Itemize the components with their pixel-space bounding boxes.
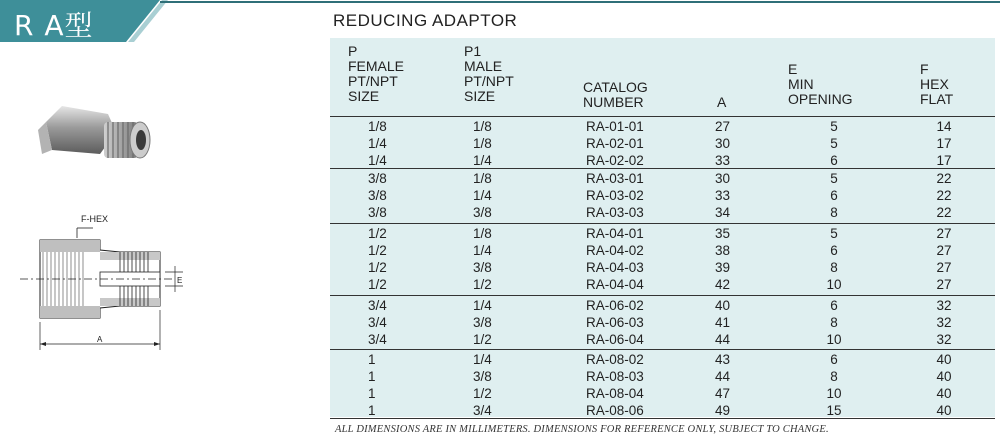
cell-a: 39 (715, 260, 731, 275)
cell-p1-size: 1/8 (473, 171, 492, 186)
cell-e-min-opening: 6 (830, 188, 838, 203)
cell-catalog-number: RA-04-04 (586, 277, 644, 292)
cell-p-size: 1/8 (368, 119, 387, 134)
table-row (330, 135, 995, 152)
group-divider (330, 349, 995, 350)
cell-p1-size: 3/8 (473, 260, 492, 275)
table-row (330, 276, 995, 293)
cell-p-size: 3/4 (368, 298, 387, 313)
table-row (330, 170, 995, 187)
cell-catalog-number: RA-06-04 (586, 332, 644, 347)
cell-e-min-opening: 5 (830, 136, 838, 151)
cell-e-min-opening: 15 (826, 403, 842, 418)
cell-p1-size: 1/4 (473, 298, 492, 313)
cell-p1-size: 1/8 (473, 119, 492, 134)
cell-catalog-number: RA-04-02 (586, 243, 644, 258)
footnote: ALL DIMENSIONS ARE IN MILLIMETERS. DIMENSIONS FOR REFERENCE ONLY, SUBJECT TO CHANGE. (335, 424, 829, 435)
cell-e-min-opening: 6 (830, 298, 838, 313)
header-p1: P1 MALE PT/NPT SIZE (464, 43, 514, 104)
cell-p-size: 1 (368, 352, 376, 367)
cell-e-min-opening: 8 (830, 260, 838, 275)
cell-p-size: 3/8 (368, 205, 387, 220)
cell-p-size: 1/2 (368, 226, 387, 241)
cell-a: 44 (715, 369, 731, 384)
table-row (330, 351, 995, 368)
adaptor-drawing (15, 210, 220, 360)
header-divider (330, 116, 995, 117)
cell-e-min-opening: 5 (830, 171, 838, 186)
table-row (330, 297, 995, 314)
cell-a: 33 (715, 153, 731, 168)
cell-p1-size: 1/8 (473, 136, 492, 151)
a-label: A (97, 335, 103, 344)
cell-p-size: 3/4 (368, 315, 387, 330)
cell-e-min-opening: 5 (830, 226, 838, 241)
series-title: R A型 (14, 9, 94, 42)
table-row (330, 259, 995, 276)
table-row (330, 402, 995, 419)
cell-a: 33 (715, 188, 731, 203)
table-row (330, 187, 995, 204)
cell-a: 44 (715, 332, 731, 347)
table-row (330, 225, 995, 242)
cell-a: 34 (715, 205, 731, 220)
cell-p1-size: 3/8 (473, 205, 492, 220)
cell-p-size: 1 (368, 386, 376, 401)
header-e: E MIN OPENING (788, 61, 853, 107)
cell-catalog-number: RA-04-03 (586, 260, 644, 275)
adaptor-photo (38, 92, 158, 184)
cell-a: 47 (715, 386, 731, 401)
cell-f-hex-flat: 22 (936, 171, 952, 186)
cell-p-size: 1/2 (368, 260, 387, 275)
cell-p1-size: 1/4 (473, 188, 492, 203)
cell-f-hex-flat: 32 (936, 315, 952, 330)
series-banner (0, 0, 168, 42)
cell-p-size: 1 (368, 369, 376, 384)
cell-catalog-number: RA-03-01 (586, 171, 644, 186)
cell-f-hex-flat: 32 (936, 298, 952, 313)
cell-f-hex-flat: 40 (936, 403, 952, 418)
table-title: REDUCING ADAPTOR (333, 11, 518, 30)
cell-catalog-number: RA-04-01 (586, 226, 644, 241)
cell-f-hex-flat: 27 (936, 260, 952, 275)
cell-catalog-number: RA-01-01 (586, 119, 644, 134)
cell-e-min-opening: 8 (830, 315, 838, 330)
cell-p1-size: 1/4 (473, 352, 492, 367)
cell-f-hex-flat: 40 (936, 352, 952, 367)
cell-p1-size: 1/4 (473, 243, 492, 258)
cell-catalog-number: RA-06-03 (586, 315, 644, 330)
cell-catalog-number: RA-02-02 (586, 153, 644, 168)
cell-p-size: 1/4 (368, 136, 387, 151)
cell-e-min-opening: 10 (826, 332, 842, 347)
cell-p1-size: 1/2 (473, 386, 492, 401)
cell-e-min-opening: 8 (830, 205, 838, 220)
cell-f-hex-flat: 40 (936, 386, 952, 401)
cell-a: 35 (715, 226, 731, 241)
cell-f-hex-flat: 17 (936, 136, 952, 151)
header-f: F HEX FLAT (920, 61, 954, 107)
cell-a: 27 (715, 119, 731, 134)
table-row (330, 118, 995, 135)
cell-f-hex-flat: 27 (936, 243, 952, 258)
cell-a: 30 (715, 171, 731, 186)
cell-e-min-opening: 10 (826, 386, 842, 401)
table-row (330, 331, 995, 348)
table-row (330, 204, 995, 221)
cell-p1-size: 3/4 (473, 403, 492, 418)
header-rule (160, 1, 1000, 3)
cell-e-min-opening: 8 (830, 369, 838, 384)
cell-p-size: 1/2 (368, 277, 387, 292)
cell-a: 40 (715, 298, 731, 313)
cell-p-size: 1/4 (368, 153, 387, 168)
cell-f-hex-flat: 40 (936, 369, 952, 384)
cell-p1-size: 1/8 (473, 226, 492, 241)
cell-f-hex-flat: 32 (936, 332, 952, 347)
cell-catalog-number: RA-03-02 (586, 188, 644, 203)
cell-e-min-opening: 10 (826, 277, 842, 292)
cell-catalog-number: RA-08-02 (586, 352, 644, 367)
cell-catalog-number: RA-08-03 (586, 369, 644, 384)
cell-f-hex-flat: 22 (936, 188, 952, 203)
cell-p-size: 1 (368, 403, 376, 418)
cell-f-hex-flat: 27 (936, 226, 952, 241)
cell-a: 49 (715, 403, 731, 418)
group-divider (330, 223, 995, 224)
cell-a: 30 (715, 136, 731, 151)
cell-e-min-opening: 5 (830, 119, 838, 134)
table-row (330, 368, 995, 385)
cell-f-hex-flat: 17 (936, 153, 952, 168)
cell-p1-size: 1/2 (473, 277, 492, 292)
cell-a: 41 (715, 315, 731, 330)
table-row (330, 385, 995, 402)
cell-a: 43 (715, 352, 731, 367)
cell-catalog-number: RA-02-01 (586, 136, 644, 151)
header-catalog: CATALOG NUMBER (583, 79, 648, 110)
cell-f-hex-flat: 14 (936, 119, 952, 134)
cell-catalog-number: RA-03-03 (586, 205, 644, 220)
cell-f-hex-flat: 22 (936, 205, 952, 220)
cell-e-min-opening: 6 (830, 243, 838, 258)
cell-e-min-opening: 6 (830, 153, 838, 168)
cell-e-min-opening: 6 (830, 352, 838, 367)
table-row (330, 242, 995, 259)
cell-catalog-number: RA-08-04 (586, 386, 644, 401)
group-divider (330, 295, 995, 296)
cell-p-size: 3/4 (368, 332, 387, 347)
cell-p-size: 3/8 (368, 188, 387, 203)
cell-p1-size: 3/8 (473, 315, 492, 330)
cell-p1-size: 1/4 (473, 153, 492, 168)
hex-label: F-HEX (81, 214, 108, 224)
cell-a: 38 (715, 243, 731, 258)
cell-p1-size: 3/8 (473, 369, 492, 384)
header-p: P FEMALE PT/NPT SIZE (348, 43, 405, 104)
cell-catalog-number: RA-06-02 (586, 298, 644, 313)
e-label: E (177, 276, 183, 285)
cell-p-size: 3/8 (368, 171, 387, 186)
cell-p-size: 1/2 (368, 243, 387, 258)
table-row (330, 152, 995, 169)
cell-a: 42 (715, 277, 731, 292)
cell-f-hex-flat: 27 (936, 277, 952, 292)
cell-p1-size: 1/2 (473, 332, 492, 347)
table-row (330, 314, 995, 331)
cell-catalog-number: RA-08-06 (586, 403, 644, 418)
header-a: A (717, 94, 727, 110)
